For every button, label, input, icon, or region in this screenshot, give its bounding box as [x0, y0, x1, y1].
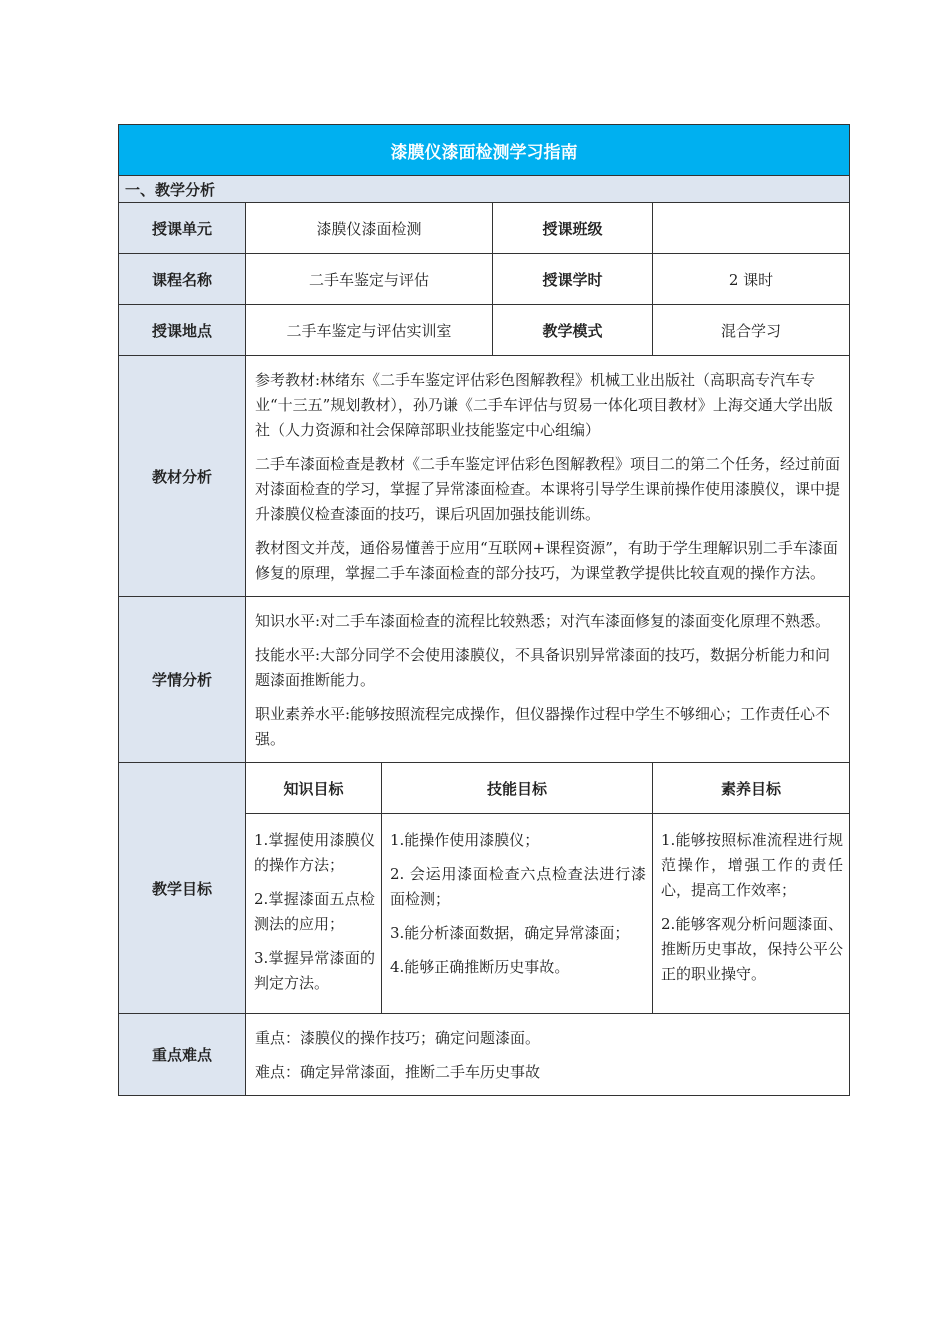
place-value: 二手车鉴定与评估实训室	[246, 305, 493, 356]
knowledge-goals-header: 知识目标	[246, 763, 382, 814]
students-paragraph: 职业素养水平:能够按照流程完成操作，但仪器操作过程中学生不够细心；工作责任心不强。	[255, 705, 831, 748]
info-row-course	[119, 254, 850, 305]
students-paragraph: 技能水平:大部分同学不会使用漆膜仪，不具备识别异常漆面的技巧，数据分析能力和问题漆面推断能力。	[255, 646, 831, 689]
quality-goals-header: 素养目标	[653, 763, 850, 814]
unit-value: 漆膜仪漆面检测	[246, 203, 493, 254]
students-paragraph: 知识水平:对二手车漆面检查的流程比较熟悉；对汽车漆面修复的漆面变化原理不熟悉。	[255, 612, 831, 630]
students-label: 学情分析	[119, 597, 246, 763]
skill-goals	[382, 814, 653, 1014]
info-row-place	[119, 305, 850, 356]
mode-value: 混合学习	[653, 305, 850, 356]
mode-label: 教学模式	[493, 305, 653, 356]
students-content	[246, 597, 850, 763]
info-row-unit	[119, 203, 850, 254]
difficulty-text: 难点：确定异常漆面，推断二手车历史事故	[255, 1063, 541, 1081]
knowledge-goals	[246, 814, 382, 1014]
course-value: 二手车鉴定与评估	[246, 254, 493, 305]
skill-goal-item: 4.能够正确推断历史事故。	[390, 958, 570, 976]
textbook-paragraph: 教材图文并茂，通俗易懂善于应用“互联网+课程资源”，有助于学生理解识别二手车漆面修复的原理，掌握二手车漆面检查的部分技巧，为课堂教学提供比较直观的操作方法。	[255, 539, 838, 582]
students-row	[119, 597, 850, 763]
focus-text: 重点：漆膜仪的操作技巧；确定问题漆面。	[255, 1029, 541, 1047]
knowledge-goal-item: 2.掌握漆面五点检测法的应用；	[254, 890, 375, 933]
skill-goal-item: 2. 会运用漆面检查六点检查法进行漆面检测；	[390, 865, 646, 908]
textbook-paragraph: 二手车漆面检查是教材《二手车鉴定评估彩色图解教程》项目二的第二个任务，经过前面对漆面检查的学习，掌握了异常漆面检查。本课将引导学生课前操作使用漆膜仪，课中提升漆膜仪检查漆面的技巧，课后巩固加强技能训练。	[255, 455, 841, 523]
quality-goal-item: 1.能够按照标准流程进行规范操作，增强工作的责任心，提高工作效率；	[661, 831, 844, 899]
hours-label: 授课学时	[493, 254, 653, 305]
textbook-content	[246, 356, 850, 597]
course-label: 课程名称	[119, 254, 246, 305]
unit-label: 授课单元	[119, 203, 246, 254]
document-title: 漆膜仪漆面检测学习指南	[119, 125, 850, 176]
goals-label: 教学目标	[119, 763, 246, 1014]
keypoints-row	[119, 1014, 850, 1096]
hours-value: 2 课时	[653, 254, 850, 305]
textbook-row	[119, 356, 850, 597]
keypoints-content	[246, 1014, 850, 1096]
keypoints-label: 重点难点	[119, 1014, 246, 1096]
class-value	[653, 203, 850, 254]
place-label: 授课地点	[119, 305, 246, 356]
section-heading: 一、教学分析	[119, 176, 850, 203]
skill-goals-header: 技能目标	[382, 763, 653, 814]
class-label: 授课班级	[493, 203, 653, 254]
textbook-label: 教材分析	[119, 356, 246, 597]
quality-goal-item: 2.能够客观分析问题漆面、推断历史事故，保持公平公正的职业操守。	[661, 915, 844, 983]
goals-header-row	[119, 763, 850, 814]
lesson-guide-document	[118, 124, 849, 1096]
skill-goal-item: 1.能操作使用漆膜仪；	[390, 831, 540, 849]
knowledge-goal-item: 3.掌握异常漆面的判定方法。	[254, 949, 375, 992]
textbook-paragraph: 参考教材:林绪东《二手车鉴定评估彩色图解教程》机械工业出版社（高职高专汽车专业“十三五”规划教材），孙乃谦《二手车评估与贸易一体化项目教材》上海交通大学出版社（人力资源和社会保障部职业技能鉴定中心组编）	[255, 371, 833, 439]
knowledge-goal-item: 1.掌握使用漆膜仪的操作方法；	[254, 831, 375, 874]
skill-goal-item: 3.能分析漆面数据，确定异常漆面；	[390, 924, 630, 942]
quality-goals	[653, 814, 850, 1014]
lesson-guide-table	[118, 124, 850, 1096]
